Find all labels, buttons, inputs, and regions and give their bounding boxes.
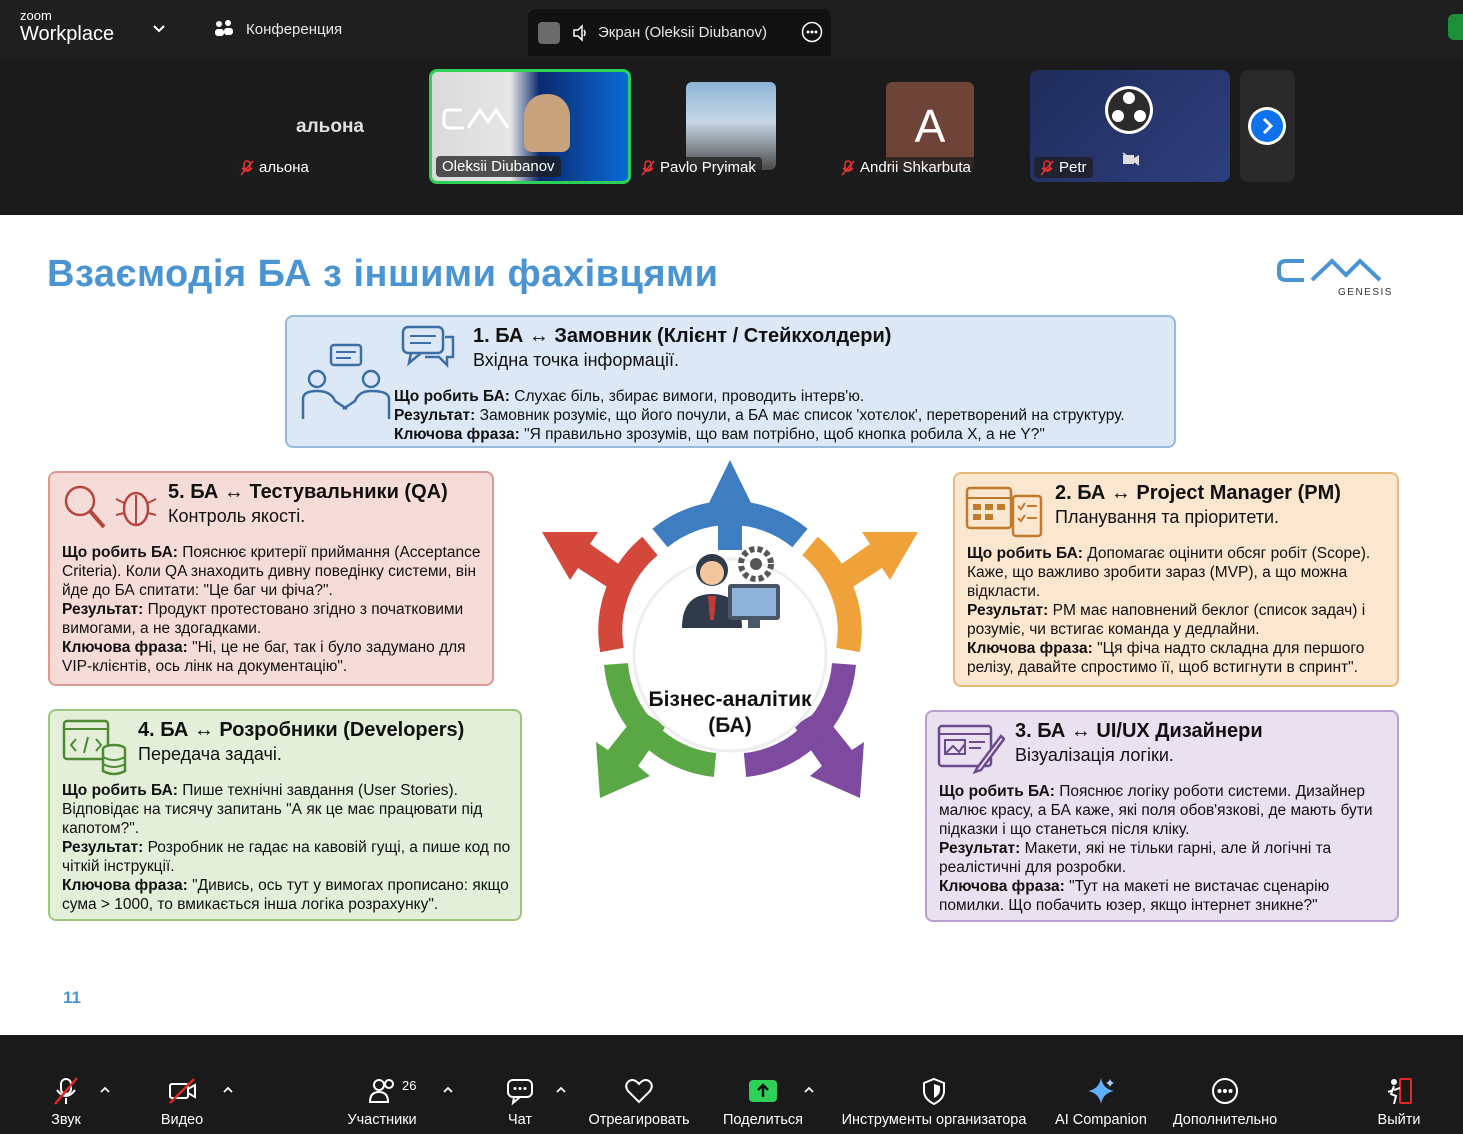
participant-name: альона [259,159,309,176]
more-label: Дополнительно [1172,1112,1278,1128]
box-title: 5. БА ↔ Тестувальники (QA) [168,481,448,503]
box-result: Макети, які не тільки гарні, але й логічні та реалістичні для розробки. [939,840,1332,876]
label-what: Що робить БА: [62,544,178,561]
chat-button[interactable] [500,1076,540,1128]
participant-tile[interactable] [831,70,1031,182]
crm-genesis-logo [1276,255,1411,301]
box-subtitle: Візуалізація логіки. [1015,745,1174,765]
obs-logo-icon [1103,84,1155,136]
share-screen-icon [748,1076,778,1106]
label-phrase: Ключова фраза: [62,639,188,656]
participant-tile[interactable] [230,70,430,182]
conference-label: Конференция [246,20,343,38]
audio-button[interactable] [40,1076,92,1128]
code-database-icon [62,719,128,777]
bug-magnifier-icon [60,483,160,533]
brand-large: Workplace [20,23,115,45]
audio-label: Звук [51,1112,81,1128]
mic-muted-icon [641,160,655,176]
calendar-checklist-icon [965,482,1045,538]
mic-muted-icon [1040,160,1054,176]
participant-name: Petr [1059,159,1087,176]
participants-icon [368,1076,398,1106]
label-what: Що робить БА: [967,545,1083,562]
label-result: Результат: [62,601,144,618]
caret-up-icon[interactable] [555,1084,567,1096]
box-subtitle: Планування та пріоритети. [1055,507,1280,527]
box-phrase: "Ця фіча надто складна для першого релізу, давайте спростимо її, щоб встигнути в спринт". [967,640,1365,676]
video-off-icon [1122,152,1140,166]
host-tools-label: Инструменты организатора [841,1112,1027,1128]
box-qa [48,471,494,686]
more-button[interactable] [1166,1076,1284,1128]
box-developers [48,709,522,921]
video-off-icon [167,1076,197,1106]
next-page-button[interactable] [1248,107,1286,145]
chevron-down-icon[interactable] [150,20,168,38]
participants-count: 26 [402,1078,417,1093]
label-result: Результат: [62,839,144,856]
chat-label: Чат [507,1112,533,1128]
video-label: Видео [160,1112,204,1128]
screen-share-tab[interactable] [528,9,831,56]
box-result: Продукт протестовано згідно з початковими вимогами, а не здогадками. [62,601,464,637]
more-options-icon [1210,1076,1240,1106]
bottom-spacer [0,1035,1463,1064]
slide-title: Взаємодія БА з іншими фахівцями [47,253,719,295]
center-label [620,687,840,739]
box-title: 2. БА ↔ Project Manager (PM) [1055,482,1341,504]
ai-companion-button[interactable] [1050,1076,1152,1128]
leave-button[interactable] [1374,1076,1424,1128]
participant-name-tag [1034,157,1093,178]
share-button[interactable] [718,1076,808,1128]
box-what: Пояснює логіку роботи системи. Дизайнер малює красу, а БА каже, які поля обов'язкові, де мають бути підказки і що станеться після кліку. [939,783,1373,838]
screen-share-label: Экран (Oleksii Diubanov) [598,24,768,41]
box-phrase: "Ні, це не баг, так і було задумано для VIP-клієнтів, ось лінк на документацію". [62,639,466,675]
box-phrase: "Тут на макеті не вистачає сценарію помилки. Що побачить юзер, якщо інтернет зникне?" [939,878,1330,914]
participant-name-tag [436,156,561,177]
speaker-person [524,94,570,152]
box-what: Пише технічні завдання (User Stories). Відповідає на тисячу запитань "А як це має працювати під капотом?". [62,782,483,837]
participants-button[interactable] [340,1076,424,1128]
participant-name-tag [234,157,315,178]
box-title: 4. БА ↔ Розробники (Developers) [138,719,465,741]
speaker-icon [572,24,590,42]
caret-up-icon[interactable] [803,1084,815,1096]
more-options-icon[interactable] [801,21,823,43]
participant-tile[interactable] [1030,70,1230,182]
chat-icon [505,1076,535,1106]
react-label: Отреагировать [588,1112,690,1128]
center-label-line2: (БА) [708,714,752,737]
zoom-workplace-menu[interactable] [20,9,114,44]
box-result: Розробник не гадає на кавовій гущі, а пише код по чіткій інструкції. [62,839,511,875]
box-title: 3. БА ↔ UI/UX Дизайнери [1015,720,1263,742]
brand-small: zoom [20,8,52,23]
participant-name: Andrii Shkarbuta [860,159,971,176]
mic-muted-icon [841,160,855,176]
sparkle-icon [1086,1076,1116,1106]
box-pm [953,472,1399,687]
box-subtitle: Вхідна точка інформації. [473,350,680,370]
box-phrase: "Я правильно зрозумів, що вам потрібно, щоб кнопка робила X, а не Y?" [524,426,1045,443]
box-client [285,315,1176,448]
mic-muted-icon [240,160,254,176]
box-phrase: "Дивись, ось тут у вимогах прописано: якщо сума > 1000, то вмикається інша логіка розрахунку". [62,877,509,913]
label-what: Що робить БА: [394,388,510,405]
participant-name: Pavlo Pryimak [660,159,756,176]
participant-big-name: альона [296,116,364,137]
label-what: Що робить БА: [939,783,1055,800]
label-result: Результат: [394,407,476,424]
mic-muted-icon [51,1076,81,1106]
box-result: Замовник розуміє, що його почули, а БА має список 'хотєлок', перетворений на структуру. [479,407,1125,424]
slide-page-number: 11 [63,988,81,1007]
label-phrase: Ключова фраза: [967,640,1093,657]
chat-bubbles-icon [401,325,457,369]
center-label-line1: Бізнес-аналітик [648,688,812,711]
participants-label: Участники [347,1112,417,1128]
participant-tile-active-speaker[interactable] [429,69,631,184]
caret-up-icon[interactable] [99,1084,111,1096]
top-bar [0,0,1463,60]
meeting-toolbar [0,1064,1463,1134]
participant-name-tag [835,157,977,178]
caret-up-icon[interactable] [442,1084,454,1096]
leave-label: Выйти [1377,1112,1421,1128]
ai-companion-label: AI Companion [1055,1112,1147,1128]
box-what: Слухає біль, збирає вимоги, проводить інтерв'ю. [514,388,865,405]
caret-up-icon[interactable] [222,1084,234,1096]
box-title: 1. БА ↔ Замовник (Клієнт / Стейкхолдери) [473,325,892,347]
label-result: Результат: [939,840,1021,857]
box-designers [925,710,1399,922]
video-button[interactable] [155,1076,209,1128]
participant-name: Oleksii Diubanov [442,158,555,175]
label-what: Що робить БА: [62,782,178,799]
participant-name-tag [635,157,762,178]
security-shield-icon[interactable] [1448,14,1463,40]
participant-initial-avatar: A [886,82,974,170]
chevron-right-icon [1251,110,1283,142]
box-what: Пояснює критерії приймання (Acceptance Criteria). Коли QA знаходить дивну поведінку системи, він йде до БА спитати: "Це баг чи фіча?". [62,544,481,599]
client-meeting-icon [301,329,391,429]
heart-icon [624,1076,654,1106]
people-icon [212,19,236,39]
shield-icon [919,1076,949,1106]
share-label: Поделиться [722,1112,804,1128]
logo-text: GENESIS [1338,287,1393,298]
label-phrase: Ключова фраза: [394,426,520,443]
box-subtitle: Контроль якості. [168,506,306,526]
design-pen-icon [937,722,1005,774]
participant-tile[interactable] [631,70,831,182]
center-diagram [530,460,930,830]
shared-slide [0,215,1463,1035]
box-subtitle: Передача задачі. [138,744,282,764]
crm-logo-icon [442,102,522,142]
conference-button[interactable] [212,19,342,39]
box-result: PM має наповнений беклог (список задач) і розуміє, чи встигає команда у дедлайни. [967,602,1366,638]
react-button[interactable] [583,1076,695,1128]
host-tools-button[interactable] [833,1076,1035,1128]
label-phrase: Ключова фраза: [62,877,188,894]
leave-icon [1384,1076,1414,1106]
label-phrase: Ключова фраза: [939,878,1065,895]
box-what: Допомагає оцінити обсяг робіт (Scope). Каже, що важливо зробити зараз (MVP), а що можна відкласти. [967,545,1371,600]
label-result: Результат: [967,602,1049,619]
avatar [538,22,560,44]
